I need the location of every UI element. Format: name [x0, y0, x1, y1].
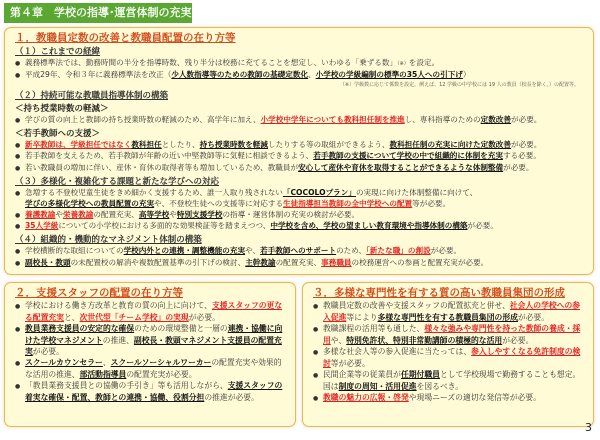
- bullet-1-1-2: ● 平成29年、令和３年に義務標準法を改正（少人数指導等のための教師の基礎定数化、小学校の学級編制の標準の35人への引下げ）: [5, 70, 593, 82]
- bullet-1-2-1: ● 学びの質の向上と教師の持ち授業時数の軽減のため、高学年に加え、小学校中学年についても教科担任制を推進し、専科指導のための定数改善が必要。: [5, 115, 593, 127]
- bullet-1-2-2: ● 新卒教師は、学級担任ではなく教科担任としたり、持ち授業時数を軽減したりする等の取組ができるよう、教科担任制の充実に向けた定数改善が必要。: [5, 140, 593, 152]
- section-2-box: [4, 282, 296, 427]
- subsection-1-4-title: （４）組織的・機動的なマネジメント体制の構築: [15, 234, 202, 245]
- group-title-young-teachers: ＜若手教師への支援＞: [15, 128, 101, 139]
- section-2-title: ２．支援スタッフの配置の在り方等: [15, 287, 183, 299]
- bullet-1-2-4: ● 若い教職員の増加に伴い、産休・育休の取得者等も増加しているため、教職員が安心して産休や育休を取得することができるような体制整備が必要。: [5, 163, 593, 175]
- bullet-3-5: ● 教職の魅力の広報・啓発や現場ニーズの適切な発信等が必要。: [303, 392, 593, 404]
- group-title-teaching-hours: ＜持ち授業時数の軽減＞: [15, 104, 109, 115]
- bullet-2-2: ● 教員業務支援員の安定的な確保のための環境整備と一層の連携・協働に向けた学校マネジメントの推進、副校長・教頭マネジメント支援員の配置充実が必要。: [5, 323, 295, 357]
- bullet-1-4-2: ● 副校長・教頭の未配置校の解消や複数配置基準の引下げの検討、主幹教諭の配置充実、事務職員の校務運営への参画と配置充実が必要。: [5, 258, 593, 270]
- section-3-box: [302, 282, 594, 427]
- bullet-1-4-1: ● 学校横断的な取組についての学校内外との連携・調整機能の充実や、若手教師へのサポートのため、「新たな職」の創設が必要。: [5, 246, 593, 258]
- section-3-title: ３．多様な専門性を有する質の高い教職員集団の形成: [313, 287, 565, 299]
- bullet-1-3-3: ● 35人学級についての小学校における多面的な効果検証等を踏まえつつ、中学校を含め、学校の望ましい教育環境や指導体制の構築が必要。: [5, 221, 593, 233]
- footnote: （※）学級数に応じて係数を設定。例えば、12 学級の中学校には 19 人の教員（校長を除く。）の配置等。: [339, 82, 579, 89]
- subsection-1-1-title: （１）これまでの経緯: [15, 47, 101, 57]
- subsection-1-3-title: （３）多様化・複雑化する課題と新たな学びへの対応: [15, 176, 220, 187]
- page-number: 3: [585, 421, 592, 434]
- bullet-2-1: ● 学校における働き方改革と教育の質の向上に向けて、支援スタッフの更なる配置充実と、次世代型「チーム学校」の実現が必要。: [5, 300, 295, 323]
- bullet-1-3-2: ● 養護教諭や栄養教諭の配置充実、高等学校や特別支援学校の指導・運営体制の充実の検討が必要。: [5, 210, 593, 222]
- bullet-2-4: ● 「教員業務支援員との協働の手引き」等も活用しながら、支援スタッフの着実な確保・配置、教師との連携・協働、役割分担の推進が必要。: [5, 380, 295, 403]
- bullet-1-2-3: ● 若手教師を支えるため、若手教師が年齢の近い中堅教師等に気軽に相談できるよう、若手教師の支援について学校の中で組織的に体制を充実する必要。: [5, 151, 593, 163]
- bullet-3-3: ● 多様な社会人等の参入促進に当たっては、参入しやすくなる免許制度の検討等が必要。: [303, 346, 593, 369]
- bullet-1-3-1: ● 急増する不登校児童生徒をきめ細かく支援するため、誰一人取り残されない「COCOLOプラン」の実現に向けた体制整備に向けて、 学びの多様化学校への教員配置の充実や、不登校生徒への支援等に対応する生徒指導担当教師の全中学校への配置等が必要。: [5, 188, 593, 210]
- section-1-box: [4, 27, 594, 275]
- bullet-3-4: ● 民間企業等の従業員が任期付職員として学校現場で勤務することも想定。国は制度の周知・活用促進を図るべき。: [303, 369, 593, 392]
- bullet-1-1-1: ● 義務標準法では、勤務時間の半分を指導時数、残り半分は校務に充てることを想定し、いわゆる「乗ずる数」（※）を設定。: [5, 58, 593, 70]
- bullet-3-2: ● 教職課程の活用等も通した、様々な強みや専門性を持った教師の養成・採用や、特別免許状、特別非常勤講師の積極的な活用が必要。: [303, 323, 593, 346]
- bullet-3-1: ● 教職員定数の改善や支援スタッフの配置拡充と併せ、社会人の学校への参入促進等により多様な専門性を有する教職員集団の形成が必要。: [303, 300, 593, 323]
- subsection-1-2-title: （２）持続可能な教職員指導体制の構築: [15, 91, 169, 102]
- section-1-title: １．教職員定数の改善と教職員配置の在り方等: [15, 32, 236, 44]
- bullet-2-3: ● スクールカウンセラー、スクールソーシャルワーカーの配置充実や効果的な活用の推進、部活動指導員の配置充実が必要。: [5, 357, 295, 380]
- chapter-title: 第４章 学校の指導･運営体制の充実: [4, 3, 192, 23]
